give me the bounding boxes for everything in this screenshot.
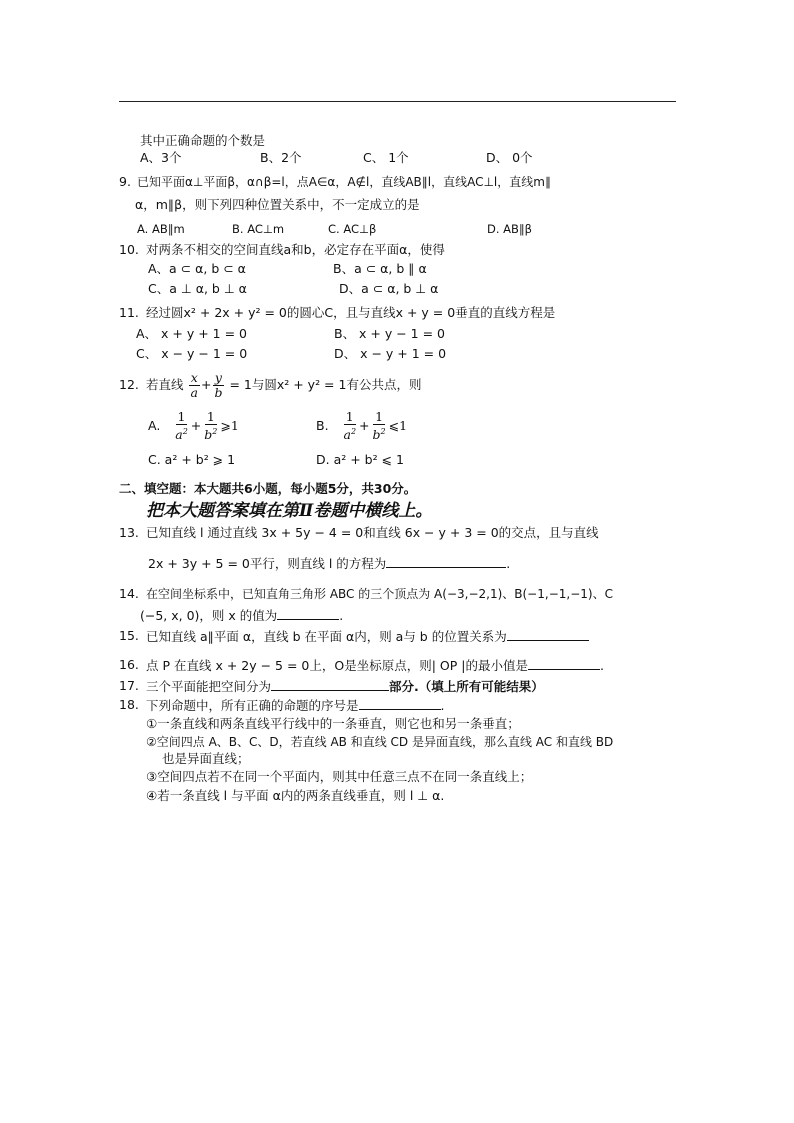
q17-stem-wrap — [146, 678, 544, 695]
q11-option-d: D、 x − y + 1 = 0 — [334, 346, 447, 361]
q12-option-a: A. $\frac{1}{a^2}$ + $\frac{1}{b^2}$ ⩾1 — [148, 409, 239, 443]
q8-option-b: B、2个 — [260, 150, 302, 165]
q10-number: 10. — [119, 242, 139, 257]
q15-answer-blank[interactable] — [507, 628, 589, 641]
q13-line1: 已知直线 l 通过直线 3x + 5y − 4 = 0和直线 6x − y + 3 = 0的交点，且与直线 — [146, 525, 599, 540]
q14-number: 14. — [119, 586, 139, 601]
q10-option-c: C、a ⊥ α, b ⊥ α — [148, 281, 247, 296]
q10-option-a: A、a ⊂ α, b ⊂ α — [148, 261, 246, 276]
section2-banner: 把本大题答案填在第Ⅱ卷题中横线上。 — [146, 501, 433, 521]
q18-stem-wrap: 下列命题中，所有正确的命题的序号是 . — [146, 698, 445, 713]
q9-option-d: D. AB∥β — [487, 222, 533, 236]
q16-stem: 点 P 在直线 x + 2y − 5 = 0上，O是坐标原点，则| OP |的最小值是 — [146, 658, 528, 673]
q13-line2: 2x + 3y + 5 = 0平行，则直线 l 的方程为 — [148, 556, 387, 571]
q18-item-2-cont: 也是异面直线； — [162, 751, 250, 766]
q18-item-3: ③空间四点若不在同一个平面内，则其中任意三点不在同一条直线上； — [146, 769, 533, 784]
q10-stem: 对两条不相交的空间直线a和b，必定存在平面α，使得 — [146, 242, 445, 257]
q15-stem: 已知直线 a∥平面 α，直线 b 在平面 α内，则 a与 b 的位置关系为 — [146, 629, 507, 644]
q12-option-d: D. a² + b² ⩽ 1 — [316, 452, 404, 467]
q13-number: 13. — [119, 525, 139, 540]
q11-option-a: A、 x + y + 1 = 0 — [136, 326, 247, 341]
q14-line1: 在空间坐标系中，已知直角三角形 ABC 的三个顶点为 A(−3,−2,1)、B(−1,−1,−1)、C — [146, 587, 613, 601]
q11-number: 11. — [119, 305, 139, 320]
q16-answer-blank[interactable] — [528, 657, 600, 670]
q9-option-a: A. AB∥m — [137, 222, 185, 236]
q8-option-d: D、 0个 — [486, 150, 533, 165]
q12-fraction-x-over-a: $\frac{x}{a}$ — [190, 370, 198, 400]
q16-number: 16. — [119, 657, 139, 672]
q12-fraction-y-over-b: $\frac{y}{b}$ — [214, 370, 223, 400]
q8-option-c: C、 1个 — [363, 150, 409, 165]
q18-number: 18. — [119, 697, 139, 712]
q12-suffix: = 1与圆x² + y² = 1有公共点，则 — [229, 377, 422, 392]
q18-item-2: ②空间四点 A、B、C、D，若直线 AB 和直线 CD 是异面直线，那么直线 AC 和直线 BD — [146, 735, 614, 749]
q11-option-c: C、 x − y − 1 = 0 — [136, 346, 248, 361]
q10-option-d: D、a ⊂ α, b ⊥ α — [339, 281, 439, 296]
q16-stem-wrap: 点 P 在直线 x + 2y − 5 = 0上，O是坐标原点，则| OP |的最小值是 . — [146, 658, 604, 673]
q8-stem: 其中正确命题的个数是 — [140, 133, 266, 148]
q12-option-b: B. $\frac{1}{a^2}$ + $\frac{1}{b^2}$ ⩽1 — [316, 409, 408, 443]
q14-line2-wrap: (−5, x, 0)，则 x 的值为 . — [140, 608, 344, 623]
q13-line2-wrap: 2x + 3y + 5 = 0平行，则直线 l 的方程为 . — [148, 556, 511, 571]
q17-tail: 部分.（填上所有可能结果） — [389, 679, 544, 694]
q12-stem: 若直线 $\frac{x}{a}$ + $\frac{y}{b}$ = 1与圆x² + y² = 1有公共点，则 — [146, 370, 422, 400]
q10-option-b: B、a ⊂ α, b ∥ α — [333, 261, 427, 276]
q14-answer-blank[interactable] — [277, 607, 339, 620]
q13-answer-blank[interactable] — [386, 555, 506, 568]
q18-stem: 下列命题中，所有正确的命题的序号是 — [146, 698, 359, 713]
q12-option-c: C. a² + b² ⩾ 1 — [148, 452, 236, 467]
q18-answer-blank[interactable] — [359, 697, 441, 710]
q12-prefix: 若直线 — [146, 377, 184, 392]
q8-option-a: A、3个 — [140, 150, 182, 165]
q9-option-b: B. AC⊥m — [232, 222, 285, 236]
q15-number: 15. — [119, 628, 139, 643]
q17-stem: 三个平面能把空间分为 — [146, 679, 272, 694]
q9-line1: 已知平面α⊥平面β，α∩β=l，点A∈α，A∉l，直线AB∥l，直线AC⊥l，直线m∥ — [137, 175, 551, 189]
section2-heading: 二、填空题：本大题共6小题，每小题5分，共30分。 — [119, 481, 417, 496]
q12-option-a-label: A. — [148, 418, 161, 433]
q12-option-b-label: B. — [316, 418, 329, 433]
q18-item-1: ①一条直线和两条直线平行线中的一条垂直，则它也和另一条垂直； — [146, 716, 520, 731]
q9-number: 9. — [119, 174, 131, 189]
q17-answer-blank[interactable] — [271, 678, 389, 691]
q11-stem: 经过圆x² + 2x + y² = 0的圆心C，且与直线x + y = 0垂直的直线方程是 — [146, 305, 556, 320]
q12-number: 12. — [119, 377, 139, 392]
q14-line2: (−5, x, 0)，则 x 的值为 — [140, 608, 278, 623]
q9-option-c: C. AC⊥β — [328, 222, 377, 236]
q15-stem-wrap — [146, 628, 589, 645]
q18-item-4: ④若一条直线 l 与平面 α内的两条直线垂直，则 l ⊥ α. — [146, 788, 445, 803]
q9-line2: α，m∥β，则下列四种位置关系中，不一定成立的是 — [135, 197, 420, 212]
q17-number: 17. — [119, 678, 139, 693]
header-rule — [119, 101, 676, 102]
q11-option-b: B、 x + y − 1 = 0 — [334, 326, 446, 341]
